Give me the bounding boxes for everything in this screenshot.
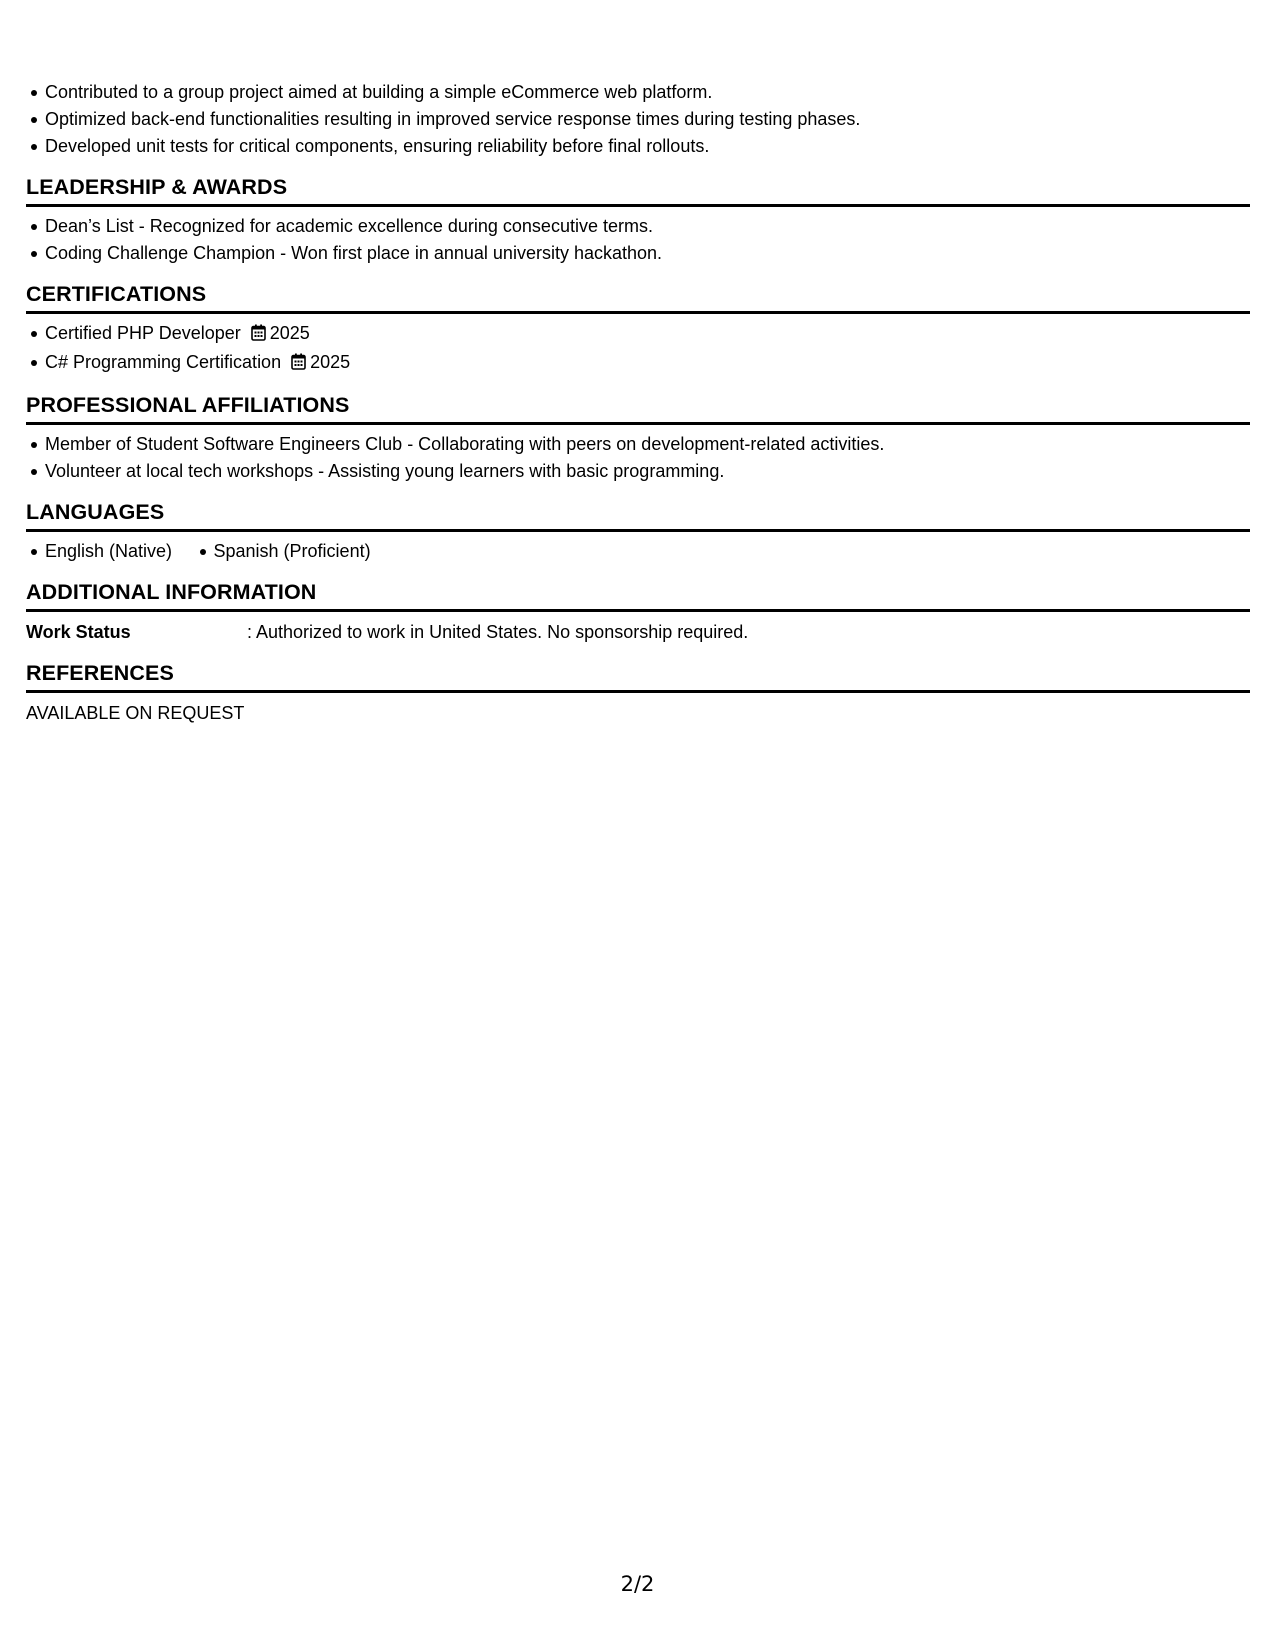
calendar-icon [291, 351, 306, 378]
list-item: Contributed to a group project aimed at building a simple eCommerce web platform. [26, 79, 1250, 106]
leadership-section [26, 173, 1250, 267]
certification-name: Certified PHP Developer [45, 323, 241, 343]
certification-year: 2025 [269, 323, 310, 343]
project-bullet-list [26, 79, 1250, 160]
language-item: Spanish (Proficient) [195, 538, 371, 565]
list-item: Volunteer at local tech workshops - Assisting young learners with basic programming. [26, 458, 1250, 485]
language-item: English (Native) [26, 538, 172, 565]
section-heading: PROFESSIONAL AFFILIATIONS [26, 391, 1250, 425]
section-heading: REFERENCES [26, 659, 1250, 693]
certification-year: 2025 [310, 352, 351, 372]
list-item: Optimized back-end functionalities resulting in improved service response times during testing phases. [26, 106, 1250, 133]
affiliations-list [26, 431, 1250, 485]
section-heading: LANGUAGES [26, 498, 1250, 532]
page-number: 2/2 [620, 1572, 655, 1596]
affiliations-section [26, 391, 1250, 485]
languages-list [26, 538, 1250, 565]
list-item: Developed unit tests for critical components, ensuring reliability before final rollouts. [26, 133, 1250, 160]
calendar-icon [251, 322, 266, 349]
certifications-section [26, 280, 1250, 378]
certification-item [26, 349, 1250, 378]
resume-page [26, 0, 1250, 727]
info-key: Work Status [26, 622, 131, 642]
list-item: Member of Student Software Engineers Club - Collaborating with peers on development-related activities. [26, 431, 1250, 458]
references-text: AVAILABLE ON REQUEST [26, 703, 245, 723]
work-status-row [26, 618, 1250, 646]
section-heading: ADDITIONAL INFORMATION [26, 578, 1250, 612]
references-section [26, 659, 1250, 727]
info-value: : Authorized to work in United States. No sponsorship required. [247, 622, 749, 642]
list-item: Dean’s List - Recognized for academic excellence during consecutive terms. [26, 213, 1250, 240]
section-heading: CERTIFICATIONS [26, 280, 1250, 314]
additional-info-section [26, 578, 1250, 646]
certifications-list [26, 320, 1250, 378]
certification-name: C# Programming Certification [45, 352, 282, 372]
section-heading: LEADERSHIP & AWARDS [26, 173, 1250, 207]
certification-item [26, 320, 1250, 349]
leadership-list [26, 213, 1250, 267]
languages-section [26, 498, 1250, 565]
list-item: Coding Challenge Champion - Won first place in annual university hackathon. [26, 240, 1250, 267]
